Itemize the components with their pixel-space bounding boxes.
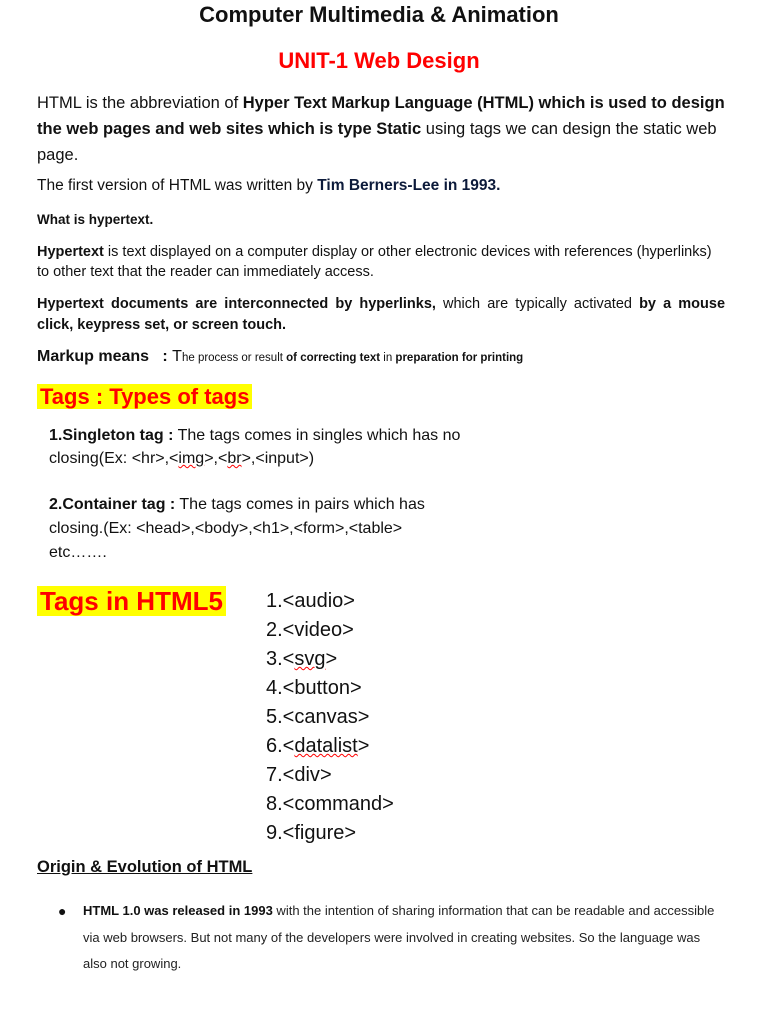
hypertext-definition-text: is text displayed on a computer display or other electronic devices with references (hyperlinks) to other text that the reader can immediately access.	[37, 244, 712, 280]
singleton-desc: The tags comes in singles which has no closing(Ex: <hr>,<	[49, 427, 461, 467]
html5-tag-list	[266, 587, 394, 848]
bullet-text-1: HTML 1.0 was released in 1993	[83, 903, 273, 918]
intro-text-1: HTML is the abbreviation of	[37, 94, 243, 112]
singleton-tag-item	[49, 424, 469, 470]
markup-label: Markup means	[37, 348, 150, 365]
container-label: 2.Container tag :	[49, 496, 176, 513]
list-item: 2.<video>	[266, 619, 354, 641]
list-item: 9.<figure>	[266, 822, 357, 844]
origin-heading: Origin & Evolution of HTML	[37, 858, 253, 876]
singleton-end: >,<input>)	[241, 450, 315, 467]
hypertext-docs-text-2: which are typically activated	[435, 296, 640, 312]
what-is-hypertext-heading: What is hypertext.	[37, 212, 154, 227]
singleton-mid: >,<	[204, 450, 228, 467]
container-tag-item	[49, 493, 449, 565]
list-item: 5.<canvas>	[266, 706, 370, 728]
intro-text-2: Hyper Text Markup Language (HTML) which is used to design the web pages and web sites which is type Static	[37, 94, 725, 138]
markup-desc-4: in	[380, 352, 396, 364]
singleton-img-tag: img	[178, 450, 205, 467]
markup-colon: :	[162, 348, 168, 365]
hypertext-docs-text-1: Hypertext documents are interconnected by hyperlinks,	[37, 296, 436, 312]
first-version-author: Tim Berners-Lee in 1993.	[317, 177, 501, 194]
html5-tags-heading	[37, 586, 226, 617]
markup-desc-5: preparation for printing	[395, 352, 524, 364]
singleton-label: 1.Singleton tag :	[49, 427, 174, 444]
singleton-br-tag: br	[227, 450, 242, 467]
page-title: Computer Multimedia & Animation	[199, 2, 559, 27]
hypertext-term: Hypertext	[37, 244, 104, 260]
markup-desc-3: of correcting text	[286, 352, 381, 364]
list-item: 8.<command>	[266, 793, 394, 815]
hypertext-definition	[37, 242, 727, 282]
markup-definition	[37, 348, 523, 366]
intro-text-3: using tags we can design the static web page.	[37, 120, 717, 164]
markup-desc-2: he process or result	[181, 352, 287, 364]
bullet-text-2: with the intention of sharing information that can be readable and accessible via web browsers. But not many of the developers were involved in creating websites. So the language was also not growing.	[83, 903, 715, 971]
list-item: 6.<datalist>	[266, 735, 370, 757]
list-item: 4.<button>	[266, 677, 362, 699]
intro-paragraph	[37, 90, 727, 168]
hypertext-docs-text-3: by a mouse click, keypress set, or screen touch.	[37, 296, 726, 333]
list-item: 1.<audio>	[266, 590, 355, 612]
list-item: 7.<div>	[266, 764, 332, 786]
first-version-paragraph	[37, 177, 500, 195]
html5-tags-heading-text: Tags in HTML5	[37, 586, 226, 616]
tag-types-heading	[37, 384, 252, 410]
bullet-dot-icon: ●	[58, 903, 67, 919]
origin-bullet-paragraph	[83, 898, 723, 978]
unit-heading: UNIT-1 Web Design	[278, 48, 480, 73]
container-desc: The tags comes in pairs which has closing.(Ex: <head>,<body>,<h1>,<form>,<table> etc…….	[49, 496, 425, 561]
hypertext-documents-paragraph	[37, 294, 725, 336]
tag-types-heading-text: Tags : Types of tags	[37, 384, 252, 409]
markup-desc-1: T	[172, 348, 182, 365]
list-item: 3.<svg>	[266, 648, 338, 670]
first-version-text: The first version of HTML was written by	[37, 177, 318, 194]
